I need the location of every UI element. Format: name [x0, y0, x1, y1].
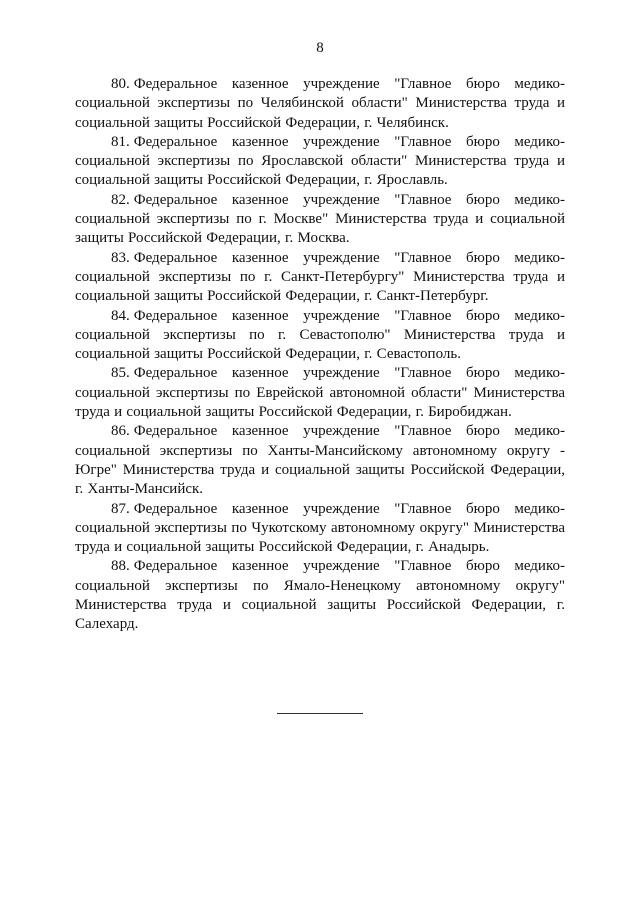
- page-number: 8: [316, 40, 324, 56]
- list-item-text: Федеральное казенное учреждение "Главное бюро медико-социальной экспертизы по Челябинской области" Министерства труда и социальной защиты Российской Федерации, г. Челябинск.: [75, 76, 565, 131]
- list-item-text: Федеральное казенное учреждение "Главное бюро медико-социальной экспертизы по Ханты-Мансийскому автономному округу - Югре" Министерства труда и социальной защиты Российской Федерации, г. Ханты-Мансийск.: [75, 423, 565, 498]
- list-item-text: Федеральное казенное учреждение "Главное бюро медико-социальной экспертизы по Еврейской автономной области" Министерства труда и социальной защиты Российской Федерации, г. Биробиджан.: [75, 365, 565, 421]
- list-item-text: Федеральное казенное учреждение "Главное бюро медико-социальной экспертизы по Чукотскому автономному округу" Министерства труда и социальной защиты Российской Федерации, г. Анадырь.: [75, 500, 565, 556]
- list-item-text: Федеральное казенное учреждение "Главное бюро медико-социальной экспертизы по г. Москве" Министерства труда и социальной защиты Российской Федерации, г. Москва.: [75, 191, 565, 247]
- list-item-number: 81.: [111, 133, 130, 150]
- list-item-text: Федеральное казенное учреждение "Главное бюро медико-социальной экспертизы по Ямало-Ненецкому автономному округу" Министерства труда и социальной защиты Российской Федерации, г. Салехард.: [75, 558, 565, 633]
- list-item-number: 88.: [111, 558, 130, 575]
- list-item: [75, 249, 565, 307]
- list-item-number: 87.: [111, 500, 130, 517]
- list-item: [75, 307, 565, 365]
- list-item-number: 85.: [111, 365, 130, 382]
- list-item-number: 80.: [111, 76, 130, 92]
- list-item-text: Федеральное казенное учреждение "Главное бюро медико-социальной экспертизы по г. Санкт-Петербургу" Министерства труда и социальной защиты Российской Федерации, г. Санкт-Петербург.: [75, 249, 565, 305]
- list-item: [75, 557, 565, 634]
- document-body: [75, 75, 565, 635]
- list-item: [75, 500, 565, 558]
- list-item-text: Федеральное казенное учреждение "Главное бюро медико-социальной экспертизы по г. Севастополю" Министерства труда и социальной защиты Российской Федерации, г. Севастополь.: [75, 307, 565, 363]
- list-item: [75, 422, 565, 499]
- list-item-number: 86.: [111, 423, 130, 440]
- end-divider: [277, 713, 363, 714]
- list-item: [75, 191, 565, 249]
- list-item-text: Федеральное казенное учреждение "Главное бюро медико-социальной экспертизы по Ярославской области" Министерства труда и социальной защиты Российской Федерации, г. Ярославль.: [75, 133, 565, 189]
- list-item-number: 82.: [111, 191, 130, 208]
- list-item: [75, 364, 565, 422]
- list-item-number: 84.: [111, 307, 130, 324]
- list-item-number: 83.: [111, 249, 130, 266]
- list-item: [75, 75, 565, 133]
- list-item: [75, 133, 565, 191]
